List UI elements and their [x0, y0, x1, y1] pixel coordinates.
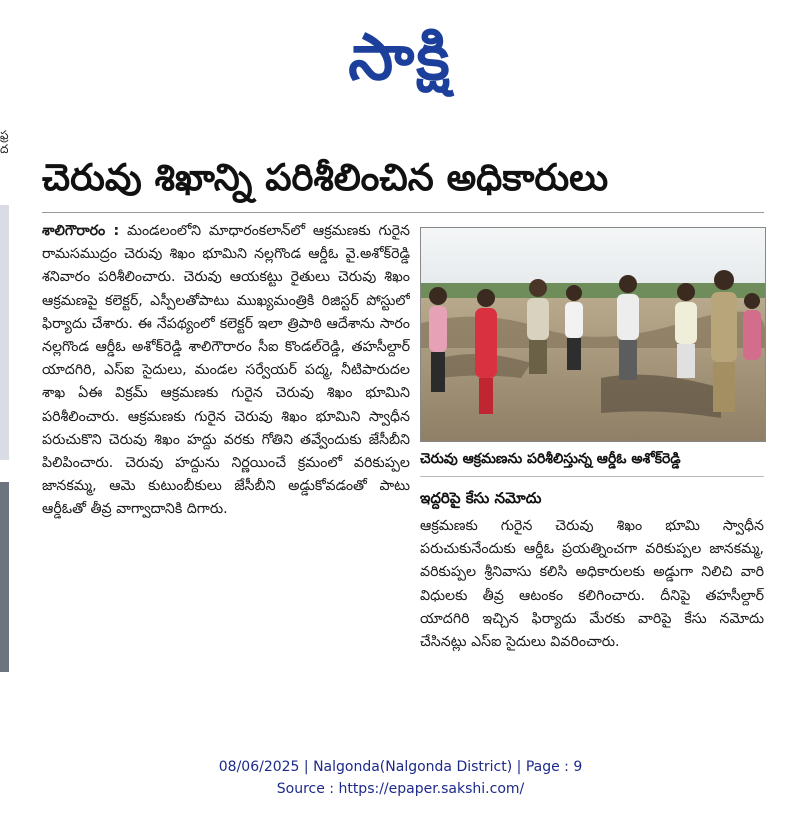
newspaper-logo — [290, 8, 510, 108]
adjacent-page-image-sliver-dark — [0, 482, 9, 672]
article-dateline: శాలిగౌరారం : — [42, 223, 120, 239]
article-headline: చెరువు శిఖాన్ని పరిశీలించిన అధికారులు — [42, 156, 609, 199]
article-photo — [420, 227, 766, 442]
article-body-left-column — [42, 220, 410, 720]
newspaper-logo-text: సాక్షి — [348, 21, 452, 95]
headline-divider — [42, 212, 764, 213]
adjacent-page-fragment: ఫ్ర ద — [0, 128, 9, 156]
article-body-left-text: మండలంలోని మాధారంకలాన్‌లో ఆక్రమణకు గురైన రామసముద్రం చెరువు శిఖం భూమిని నల్లగొండ ఆర్డీఓ వై.అశోక్‌రెడ్డి శనివారం పరిశీలించారు. చెరువు ఆయకట్టు రైతులు చెరువు శిఖం ఆక్రమణపై కలెక్టర్, ఎస్పీలతోపాటు ముఖ్యమంత్రికి రిజిస్టర్ పోస్టులో ఫిర్యాదు చేశారు. ఈ నేపథ్యంలో కలెక్టర్ ఇలా త్రిపాఠి ఆదేశాను సారం నల్లగొండ ఆర్డీఓ అశోక్‌రెడ్డి శాలిగౌరారం సీఐ కొండల్‌రెడ్డి, తహసీల్దార్ యాదగిరి, ఎస్ఐ సైదులు, మండల సర్వేయర్ పద్మ, నీటిపారుదల శాఖ ఏఈ విక్రమ్ ఆక్రమణకు గురైన చెరువు శిఖం భూమిని పరిశీలించారు. ఆక్రమణకు గురైన చెరువు శిఖం భూమిని స్వాధీన పరుచుకొని చెరువు శిఖం హద్దు వరకు గోతిని తవ్వేందుకు జేసీబీని పిలిపించారు. చెరువు హద్దును నిర్ణయించే క్రమంలో వరికుప్పల జానకమ్మ, ఆమె కుటుంబీకులు జేసీబీని అడ్డుకోవడంతో పాటు ఆర్డీఓతో తీవ్ర వాగ్వాదానికి దిగారు. — [42, 223, 410, 518]
page-footer — [0, 756, 801, 800]
footer-edition-info: 08/06/2025 | Nalgonda(Nalgonda District) | Page : 9 — [218, 759, 583, 775]
photo-caption: చెరువు ఆక్రమణను పరిశీలిస్తున్న ఆర్డీఓ అశోక్‌రెడ్డి — [420, 451, 681, 467]
field-inspection-photo — [421, 228, 765, 441]
adjacent-page-image-sliver — [0, 205, 9, 460]
footer-source: Source : https://epaper.sakshi.com/ — [276, 781, 525, 797]
article-body-right-column: ఆక్రమణకు గురైన చెరువు శిఖం భూమి స్వాధీన పరుచుకునేందుకు ఆర్డీఓ ప్రయత్నించగా వరికుప్పల జానకమ్మ, వరికుప్పల శ్రీనివాసు కలిసి అధికారులకు అడ్డుగా నిలిచి వారి విధులకు తీవ్ర ఆటంకం కలిగించారు. దీనిపై తహసీల్దార్ యాదగిరి ఇచ్చిన ఫిర్యాదు మేరకు వారిపై కేసు నమోదు చేసినట్లు ఎస్ఐ సైదులు వివరించారు. — [420, 518, 764, 651]
article-subheading: ఇద్దరిపై కేసు నమోదు — [420, 489, 542, 507]
caption-divider — [420, 476, 764, 477]
